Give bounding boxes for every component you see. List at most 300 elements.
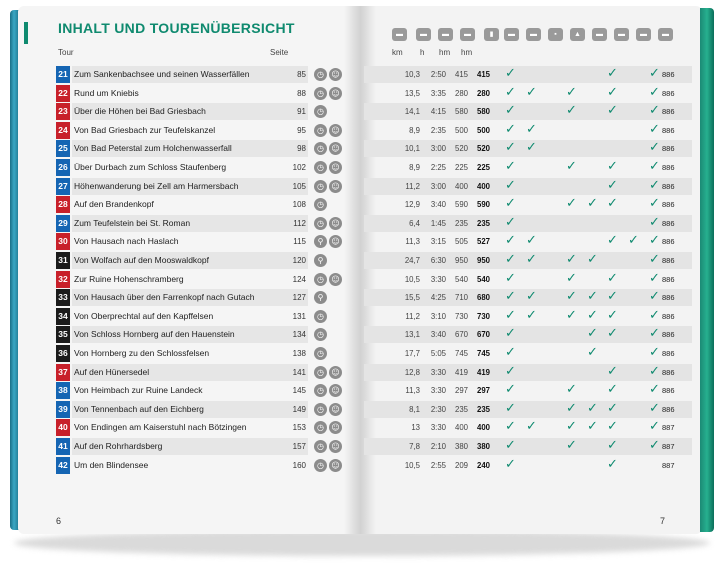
map-code: 886 xyxy=(662,349,675,358)
checkmark-icon: ✓ xyxy=(607,326,618,342)
table-row xyxy=(56,140,700,157)
map-icon: ▬ xyxy=(636,28,651,41)
checkmark-icon: ✓ xyxy=(505,233,516,249)
checkmark-icon: ✓ xyxy=(649,121,660,137)
ascent-value: 580 xyxy=(454,107,468,117)
km-value: 13 xyxy=(411,423,420,433)
checkmark-icon: ✓ xyxy=(505,326,516,342)
distance-icon: ▬ xyxy=(392,28,407,41)
tour-page: 160 xyxy=(292,460,306,470)
clock-icon: ◷ xyxy=(314,347,327,360)
time-icon: ▬ xyxy=(416,28,431,41)
descent-value: 280 xyxy=(476,88,490,98)
checkmark-icon: ✓ xyxy=(566,103,577,119)
km-value: 11,2 xyxy=(405,311,420,321)
rest-icon: ▬ xyxy=(504,28,519,41)
kid-icon: ☺ xyxy=(329,273,342,286)
table-row xyxy=(56,289,700,306)
table-row xyxy=(56,122,700,139)
checkmark-icon: ✓ xyxy=(587,307,598,323)
tour-icons xyxy=(314,310,327,323)
kid-icon: ☺ xyxy=(329,366,342,379)
descent-value: 400 xyxy=(476,423,490,433)
hours-value: 4:15 xyxy=(430,107,446,117)
tour-icons xyxy=(314,142,342,155)
tour-number-badge: 35 xyxy=(56,326,70,343)
clock-icon: ◷ xyxy=(314,105,327,118)
checkmark-icon: ✓ xyxy=(505,400,516,416)
tour-number-badge: 22 xyxy=(56,85,70,102)
checkmark-icon: ✓ xyxy=(505,456,516,472)
ascent-value: 235 xyxy=(454,218,468,228)
checkmark-icon: ✓ xyxy=(649,307,660,323)
checkmark-icon: ✓ xyxy=(526,307,537,323)
map-code: 887 xyxy=(662,423,675,433)
tour-number-badge: 41 xyxy=(56,438,70,455)
clock-icon: ◷ xyxy=(314,310,327,323)
checkmark-icon: ✓ xyxy=(649,270,660,286)
walker-icon: ⚲ xyxy=(314,254,327,267)
kid-icon: ☺ xyxy=(329,180,342,193)
ascent-value: 710 xyxy=(454,293,468,303)
tour-name: Auf den Hünersedel xyxy=(74,366,150,377)
ascent-value: 590 xyxy=(454,200,468,210)
checkmark-icon: ✓ xyxy=(649,66,660,81)
checkmark-icon: ✓ xyxy=(587,400,598,416)
clock-icon: ◷ xyxy=(314,273,327,286)
map-code: 887 xyxy=(662,460,675,470)
map-code: 886 xyxy=(662,70,675,79)
tour-icons xyxy=(314,291,327,304)
checkmark-icon: ✓ xyxy=(649,419,660,435)
table-row xyxy=(56,233,700,250)
km-value: 11,3 xyxy=(405,237,420,247)
tour-name: Von Bad Peterstal zum Holchenwasserfall xyxy=(74,143,232,154)
tour-icons xyxy=(314,366,342,379)
descent-value: 527 xyxy=(476,237,490,247)
tour-page: 112 xyxy=(293,218,306,228)
table-row xyxy=(56,364,700,381)
checkmark-icon: ✓ xyxy=(505,103,516,119)
checkmark-icon: ✓ xyxy=(505,382,516,398)
checkmark-icon: ✓ xyxy=(649,233,660,249)
kid-icon: ☺ xyxy=(329,68,342,81)
descent-value: 225 xyxy=(476,163,490,172)
checkmark-icon: ✓ xyxy=(649,400,660,416)
checkmark-icon: ✓ xyxy=(566,270,577,286)
ascent-value: 415 xyxy=(454,70,468,79)
checkmark-icon: ✓ xyxy=(587,196,598,212)
tour-name: Von Schloss Hornberg auf den Hauenstein xyxy=(74,329,235,340)
hours-value: 3:30 xyxy=(430,274,446,284)
tour-name: Von Heimbach zur Ruine Landeck xyxy=(74,385,203,396)
tour-icons xyxy=(314,273,342,286)
tour-page: 138 xyxy=(292,349,306,358)
ascent-value: 950 xyxy=(454,256,468,265)
map-code: 886 xyxy=(662,386,675,396)
checkmark-icon: ✓ xyxy=(649,196,660,212)
tour-page: 141 xyxy=(292,367,306,377)
tour-page: 131 xyxy=(292,311,306,321)
map-code: 886 xyxy=(662,404,675,414)
tour-page: 134 xyxy=(292,330,306,340)
hours-value: 3:10 xyxy=(430,311,446,321)
checkmark-icon: ✓ xyxy=(649,289,660,305)
checkmark-icon: ✓ xyxy=(526,419,537,435)
descent-value: 400 xyxy=(476,181,490,191)
descent-value: 235 xyxy=(476,404,490,414)
descent-value: 590 xyxy=(476,200,490,210)
tour-number-badge: 29 xyxy=(56,215,70,232)
checkmark-icon: ✓ xyxy=(607,438,618,453)
tour-page: 115 xyxy=(293,237,306,247)
map-code: 886 xyxy=(662,107,675,117)
kid-icon: ☺ xyxy=(329,440,342,453)
tour-name: Von Endingen am Kaiserstuhl nach Bötzingen xyxy=(74,422,247,433)
clock-icon: ◷ xyxy=(314,217,327,230)
page-title: INHALT UND TOURENÜBERSICHT xyxy=(58,20,295,36)
ascent-value: 280 xyxy=(454,88,468,98)
tour-name: Zur Ruine Hohenschramberg xyxy=(74,273,184,284)
kid-icon: ☺ xyxy=(329,235,342,248)
km-value: 6,4 xyxy=(409,218,420,228)
castle-icon: ▬ xyxy=(592,28,607,41)
descent-value: 240 xyxy=(476,460,490,470)
tour-icons xyxy=(314,440,342,453)
map-code: 886 xyxy=(662,274,675,284)
hours-value: 3:35 xyxy=(430,88,446,98)
hours-value: 3:30 xyxy=(430,386,446,396)
km-value: 11,3 xyxy=(405,386,420,396)
clock-icon: ◷ xyxy=(314,124,327,137)
table-row xyxy=(56,326,700,343)
table-row xyxy=(56,103,700,120)
km-value: 13,5 xyxy=(404,88,420,98)
descent-value: 745 xyxy=(476,349,490,358)
hours-value: 3:15 xyxy=(430,237,446,247)
tour-icons xyxy=(314,347,327,360)
tour-page: 85 xyxy=(297,70,306,79)
checkmark-icon: ✓ xyxy=(505,140,516,156)
checkmark-icon: ✓ xyxy=(566,382,577,398)
checkmark-icon: ✓ xyxy=(607,159,618,174)
checkmark-icon: ✓ xyxy=(505,438,516,453)
tour-icons xyxy=(314,105,327,118)
ascent-value: 670 xyxy=(454,330,468,340)
ascent-value: 400 xyxy=(454,181,468,191)
checkmark-icon: ✓ xyxy=(505,363,516,379)
clock-icon: ◷ xyxy=(314,366,327,379)
tour-number-badge: 25 xyxy=(56,140,70,157)
checkmark-icon: ✓ xyxy=(566,84,577,100)
checkmark-icon: ✓ xyxy=(526,233,537,249)
checkmark-icon: ✓ xyxy=(607,233,618,249)
map-code: 886 xyxy=(662,88,675,98)
map-code: 886 xyxy=(662,293,675,303)
map-code: 886 xyxy=(662,218,675,228)
ascent-value: 745 xyxy=(454,349,468,358)
tour-name: Über Durbach zum Schloss Staufenberg xyxy=(74,162,227,172)
checkmark-icon: ✓ xyxy=(505,196,516,212)
descent-value: 500 xyxy=(476,125,490,135)
checkmark-icon: ✓ xyxy=(607,382,618,398)
km-value: 8,9 xyxy=(409,163,420,172)
checkmark-icon: ✓ xyxy=(566,196,577,212)
checkmark-icon: ✓ xyxy=(649,326,660,342)
descent-value: 670 xyxy=(476,330,490,340)
checkmark-icon: ✓ xyxy=(566,419,577,435)
clock-icon: ◷ xyxy=(314,459,327,472)
checkmark-icon: ✓ xyxy=(607,363,618,379)
hours-value: 3:40 xyxy=(430,200,446,210)
checkmark-icon: ✓ xyxy=(505,345,516,360)
clock-icon: ◷ xyxy=(314,180,327,193)
table-row xyxy=(56,419,700,436)
checkmark-icon: ✓ xyxy=(505,307,516,323)
checkmark-icon: ✓ xyxy=(607,196,618,212)
km-value: 7,8 xyxy=(409,442,420,451)
accent-bar xyxy=(24,22,28,44)
ascent-value: 419 xyxy=(454,367,468,377)
tour-number-badge: 39 xyxy=(56,401,70,418)
table-row xyxy=(56,252,700,269)
hours-value: 3:00 xyxy=(430,181,446,191)
tour-number-badge: 37 xyxy=(56,364,70,381)
tour-icons xyxy=(314,68,342,81)
header-tour: Tour xyxy=(58,48,74,57)
hours-value: 3:30 xyxy=(430,423,446,433)
checkmark-icon: ✓ xyxy=(566,252,577,267)
checkmark-icon: ✓ xyxy=(607,66,618,81)
ascent-value: 225 xyxy=(454,163,468,172)
km-value: 10,5 xyxy=(404,460,420,470)
hours-value: 3:00 xyxy=(430,144,446,154)
km-value: 24,7 xyxy=(404,256,420,265)
header-seite: Seite xyxy=(270,48,289,57)
kid-icon: ☺ xyxy=(329,142,342,155)
clock-icon: ◷ xyxy=(314,68,327,81)
tour-name: Auf den Rohrhardsberg xyxy=(74,441,163,451)
map-code: 886 xyxy=(662,200,675,210)
checkmark-icon: ✓ xyxy=(607,84,618,100)
tour-name: Von Hausach über den Farrenkopf nach Gutach xyxy=(74,292,255,303)
checkmark-icon: ✓ xyxy=(649,159,660,174)
page-number-left: 6 xyxy=(56,516,62,526)
hours-value: 2:55 xyxy=(430,460,446,470)
tour-page: 157 xyxy=(292,442,306,451)
clock-icon: ◷ xyxy=(314,384,327,397)
hours-value: 1:45 xyxy=(430,218,446,228)
checkmark-icon: ✓ xyxy=(505,177,516,193)
checkmark-icon: ✓ xyxy=(505,121,516,137)
tour-name: Von Tennenbach auf den Eichberg xyxy=(74,403,204,414)
tour-name: Um den Blindensee xyxy=(74,459,149,470)
map-code: 886 xyxy=(662,144,675,154)
tour-name: Höhenwanderung bei Zell am Harmersbach xyxy=(74,180,239,191)
hours-value: 2:50 xyxy=(430,70,446,79)
table-row xyxy=(56,215,700,232)
descent-value: 415 xyxy=(476,70,490,79)
tour-icons xyxy=(314,180,342,193)
hours-value: 2:30 xyxy=(430,404,446,414)
map-code: 886 xyxy=(662,256,675,265)
hours-value: 2:35 xyxy=(430,125,446,135)
tour-name: Auf den Brandenkopf xyxy=(74,199,154,210)
km-value: 10,5 xyxy=(404,274,420,284)
tour-number-badge: 27 xyxy=(56,178,70,195)
tour-icons xyxy=(314,403,342,416)
right-page-edge xyxy=(700,8,714,532)
ascent-value: 380 xyxy=(454,442,468,451)
checkmark-icon: ✓ xyxy=(607,177,618,193)
table-row xyxy=(56,85,700,102)
checkmark-icon: ✓ xyxy=(649,140,660,156)
checkmark-icon: ✓ xyxy=(587,419,598,435)
checkmark-icon: ✓ xyxy=(526,252,537,267)
tour-icons xyxy=(314,384,342,397)
tour-page: 145 xyxy=(292,386,306,396)
tour-name: Rund um Kniebis xyxy=(74,87,139,98)
descent-value: 540 xyxy=(476,274,490,284)
checkmark-icon: ✓ xyxy=(607,289,618,305)
tour-name: Von Bad Griesbach zur Teufelskanzel xyxy=(74,124,216,135)
table-row xyxy=(56,438,700,455)
checkmark-icon: ✓ xyxy=(607,456,618,472)
checkmark-icon: ✓ xyxy=(566,289,577,305)
hours-value: 4:25 xyxy=(430,293,446,303)
checkmark-icon: ✓ xyxy=(649,103,660,119)
ascent-value: 400 xyxy=(454,423,468,433)
km-value: 12,9 xyxy=(404,200,420,210)
checkmark-icon: ✓ xyxy=(628,233,639,249)
clock-icon: ◷ xyxy=(314,198,327,211)
km-value: 13,1 xyxy=(404,330,420,340)
waterfall-icon: ▬ xyxy=(614,28,629,41)
checkmark-icon: ✓ xyxy=(505,214,516,230)
tour-page: 88 xyxy=(297,88,306,98)
kid-icon: ☺ xyxy=(329,384,342,397)
view-icon: ▲ xyxy=(570,28,585,41)
tour-number-badge: 28 xyxy=(56,196,70,213)
checkmark-icon: ✓ xyxy=(607,419,618,435)
checkmark-icon: ✓ xyxy=(526,121,537,137)
checkmark-icon: ✓ xyxy=(566,307,577,323)
checkmark-icon: ✓ xyxy=(505,419,516,435)
tour-icons xyxy=(314,235,342,248)
map-code: 886 xyxy=(662,330,675,340)
table-row xyxy=(56,457,700,474)
ascent-value: 209 xyxy=(454,460,468,470)
tour-page: 105 xyxy=(292,181,306,191)
checkmark-icon: ✓ xyxy=(505,66,516,81)
tour-name: Zum Sankenbachsee und seinen Wasserfällen xyxy=(74,69,250,79)
km-value: 8,1 xyxy=(409,404,420,414)
map-code: 886 xyxy=(662,181,675,191)
checkmark-icon: ✓ xyxy=(649,363,660,379)
hours-value: 3:40 xyxy=(430,330,446,340)
kid-icon: ☺ xyxy=(329,459,342,472)
checkmark-icon: ✓ xyxy=(587,326,598,342)
tour-number-badge: 42 xyxy=(56,457,70,474)
tour-icons xyxy=(314,328,327,341)
checkmark-icon: ✓ xyxy=(566,400,577,416)
header-h: h xyxy=(420,48,425,57)
km-value: 8,9 xyxy=(409,125,420,135)
descent-icon: ▬ xyxy=(460,28,475,41)
clock-icon: ◷ xyxy=(314,328,327,341)
clock-icon: ◷ xyxy=(314,161,327,174)
tour-name: Von Wolfach auf den Mooswaldkopf xyxy=(74,255,209,265)
tour-name: Zum Teufelstein bei St. Roman xyxy=(74,217,191,228)
km-value: 15,5 xyxy=(404,293,420,303)
km-value: 11,2 xyxy=(405,181,420,191)
kid-icon: ☺ xyxy=(329,124,342,137)
map-code: 886 xyxy=(662,311,675,321)
page-number-right: 7 xyxy=(660,516,666,526)
tour-icons xyxy=(314,198,327,211)
tour-name: Von Hausach nach Haslach xyxy=(74,236,179,247)
walker-icon: ⚲ xyxy=(314,291,327,304)
km-value: 17,7 xyxy=(404,349,420,358)
tour-page: 120 xyxy=(292,256,306,265)
tour-name: Über die Höhen bei Bad Griesbach xyxy=(74,106,206,117)
checkmark-icon: ✓ xyxy=(649,438,660,453)
table-row xyxy=(56,271,700,288)
tour-number-badge: 33 xyxy=(56,289,70,306)
tour-number-badge: 36 xyxy=(56,345,70,362)
checkmark-icon: ✓ xyxy=(649,84,660,100)
kid-icon: ☺ xyxy=(329,161,342,174)
checkmark-icon: ✓ xyxy=(649,382,660,398)
hours-value: 3:30 xyxy=(430,367,446,377)
checkmark-icon: ✓ xyxy=(526,84,537,100)
checkmark-icon: ✓ xyxy=(607,307,618,323)
table-row xyxy=(56,159,700,176)
map-code: 886 xyxy=(662,367,675,377)
table-row xyxy=(56,308,700,325)
tour-number-badge: 21 xyxy=(56,66,70,83)
checkmark-icon: ✓ xyxy=(526,140,537,156)
hours-value: 6:30 xyxy=(430,256,446,265)
tour-icons xyxy=(314,459,342,472)
checkmark-icon: ✓ xyxy=(566,438,577,453)
descent-value: 520 xyxy=(476,144,490,154)
checkmark-icon: ✓ xyxy=(587,289,598,305)
checkmark-icon: ✓ xyxy=(607,400,618,416)
tour-number-badge: 24 xyxy=(56,122,70,139)
parking-icon: ▪ xyxy=(548,28,563,41)
tour-icons xyxy=(314,87,342,100)
ascent-value: 297 xyxy=(454,386,468,396)
clock-icon: ◷ xyxy=(314,403,327,416)
kid-icon: ☺ xyxy=(329,403,342,416)
checkmark-icon: ✓ xyxy=(505,270,516,286)
descent-value: 380 xyxy=(476,442,490,451)
descent-value: 419 xyxy=(476,367,490,377)
hours-value: 5:05 xyxy=(430,349,446,358)
descent-value: 235 xyxy=(476,218,490,228)
clock-icon: ◷ xyxy=(314,421,327,434)
tour-page: 98 xyxy=(297,144,306,154)
tour-number-badge: 34 xyxy=(56,308,70,325)
map-code: 887 xyxy=(662,442,675,451)
km-value: 14,1 xyxy=(404,107,420,117)
km-value: 12,8 xyxy=(404,367,420,377)
header-hm-up: hm xyxy=(439,48,451,57)
gps-icon: ▬ xyxy=(658,28,673,41)
table-row xyxy=(56,382,700,399)
ascent-value: 235 xyxy=(454,404,468,414)
